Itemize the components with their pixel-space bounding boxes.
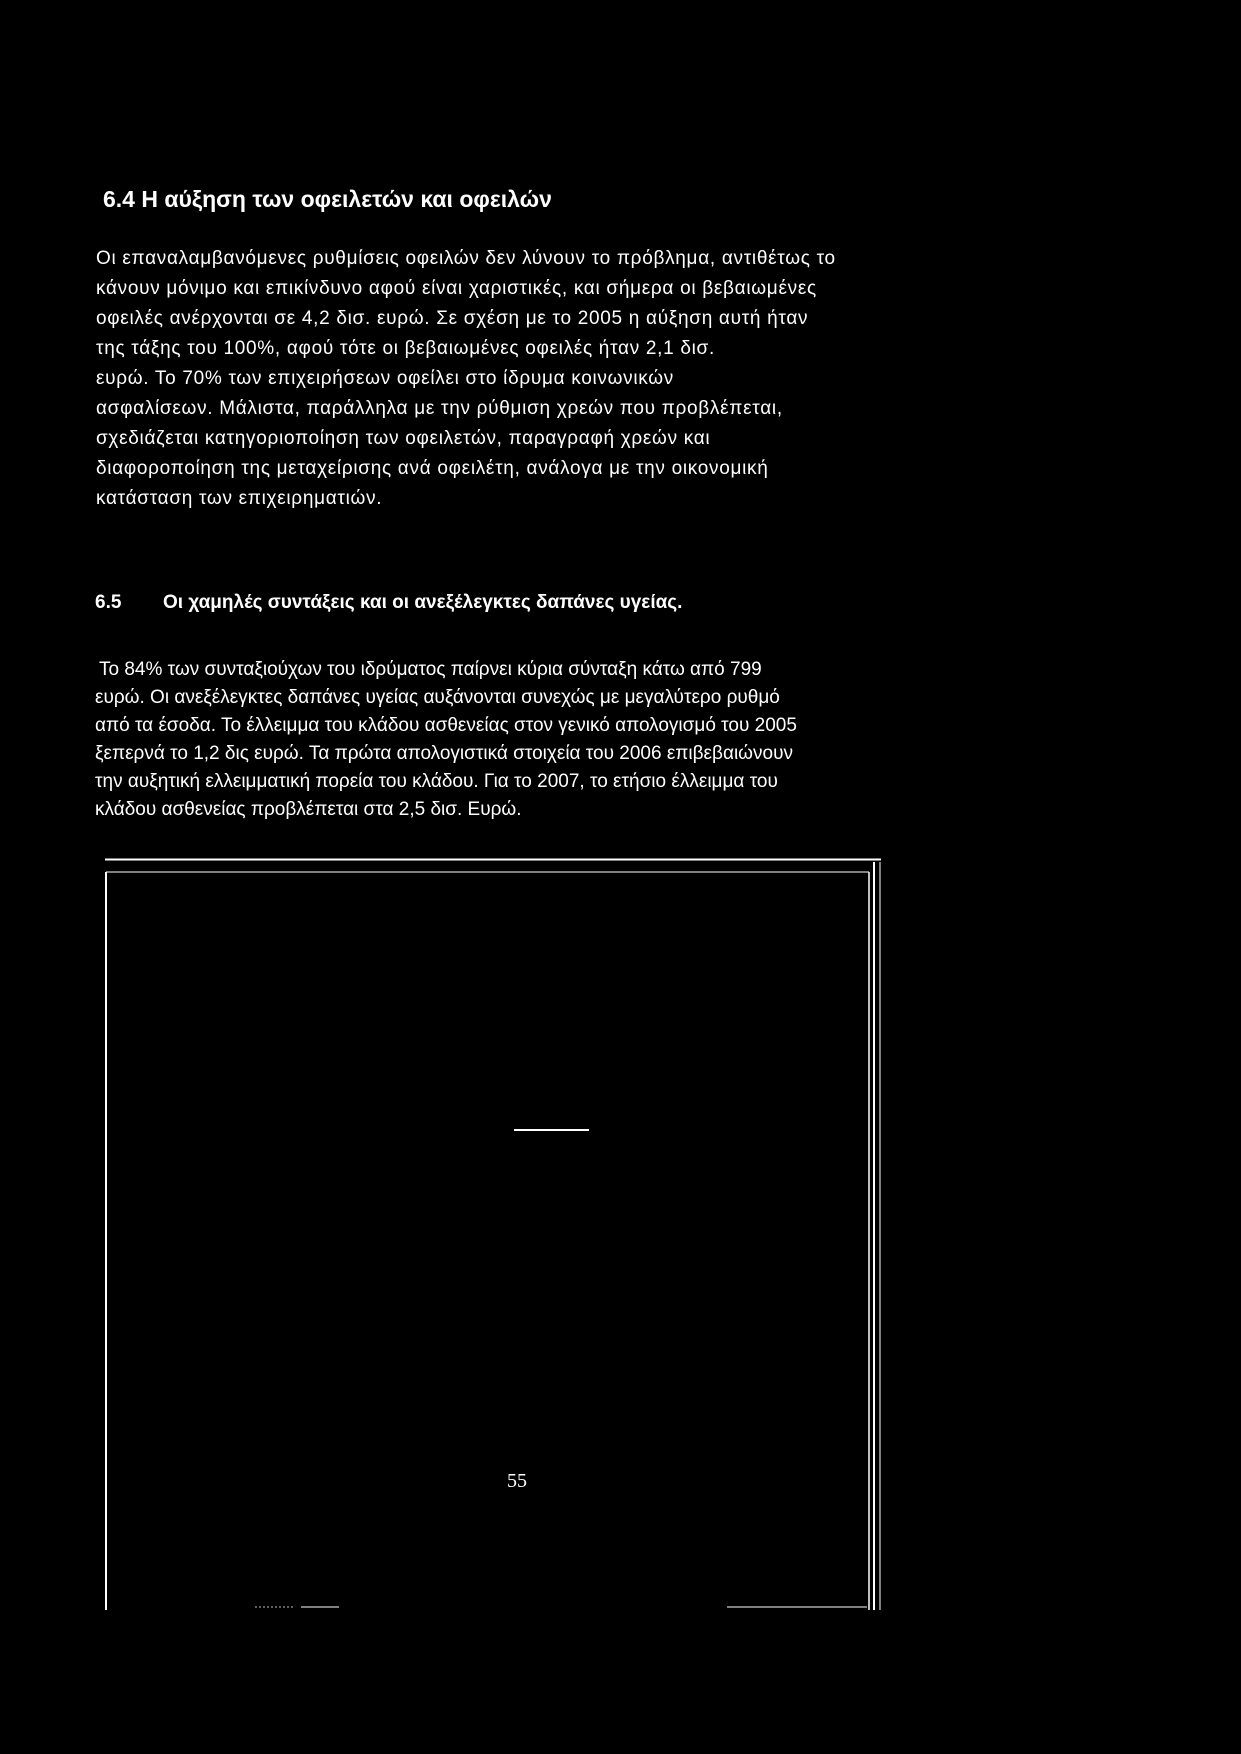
blank-figure-frame (105, 858, 881, 1610)
section-6-4-paragraph (96, 244, 1076, 514)
section-6-5-heading (95, 592, 682, 614)
paragraph-line: από τα έσοδα. Το έλλειμμα του κλάδου ασθενείας στον γενικό απολογισμό του 2005 (95, 715, 797, 736)
paragraph-line: κάνουν μόνιμο και επικίνδυνο αφού είναι χαριστικές, και σήμερα οι βεβαιωμένες (96, 278, 817, 299)
section-6-4-heading: 6.4 Η αύξηση των οφειλετών και οφειλών (103, 186, 552, 212)
paragraph-line: σχεδιάζεται κατηγοριοποίηση των οφειλετών, παραγραφή χρεών και (96, 428, 711, 449)
paragraph-line: ευρώ. Οι ανεξέλεγκτες δαπάνες υγείας αυξάνονται συνεχώς με μεγαλύτερο ρυθμό (95, 687, 780, 708)
paragraph-line: οφειλές ανέρχονται σε 4,2 δισ. ευρώ. Σε σχέση με το 2005 η αύξηση αυτή ήταν (96, 308, 809, 329)
paragraph-line: την αυξητική ελλειμματική πορεία του κλάδου. Για το 2007, το ετήσιο έλλειμμα του (95, 771, 778, 792)
paragraph-line: ξεπερνά το 1,2 δις ευρώ. Τα πρώτα απολογιστικά στοιχεία του 2006 επιβεβαιώνουν (95, 743, 793, 764)
figure-outline (105, 858, 881, 1610)
paragraph-line: ασφαλίσεων. Μάλιστα, παράλληλα με την ρύθμιση χρεών που προβλέπεται, (96, 398, 783, 419)
paragraph-line: διαφοροποίηση της μεταχείρισης ανά οφειλέτη, ανάλογα με την οικονομική (96, 458, 769, 479)
page-number: 55 (507, 1470, 527, 1492)
paragraph-line: ευρώ. Το 70% των επιχειρήσεων οφείλει στο ίδρυμα κοινωνικών (96, 368, 674, 389)
paragraph-line: κλάδου ασθενείας προβλέπεται στα 2,5 δισ. Ευρώ. (95, 799, 522, 820)
section-title: Οι χαμηλές συντάξεις και οι ανεξέλεγκτες δαπάνες υγείας. (163, 592, 683, 613)
paragraph-line: Οι επαναλαμβανόμενες ρυθμίσεις οφειλών δεν λύνουν το πρόβλημα, αντιθέτως το (96, 248, 836, 269)
section-number: 6.5 (95, 592, 122, 613)
paragraph-line: της τάξης του 100%, αφού τότε οι βεβαιωμένες οφειλές ήταν 2,1 δισ. (96, 338, 715, 359)
paragraph-line: Το 84% των συνταξιούχων του ιδρύματος παίρνει κύρια σύνταξη κάτω από 799 (99, 659, 762, 680)
paragraph-line: κατάσταση των επιχειρηματιών. (96, 488, 383, 509)
section-6-5-paragraph (95, 656, 1075, 824)
